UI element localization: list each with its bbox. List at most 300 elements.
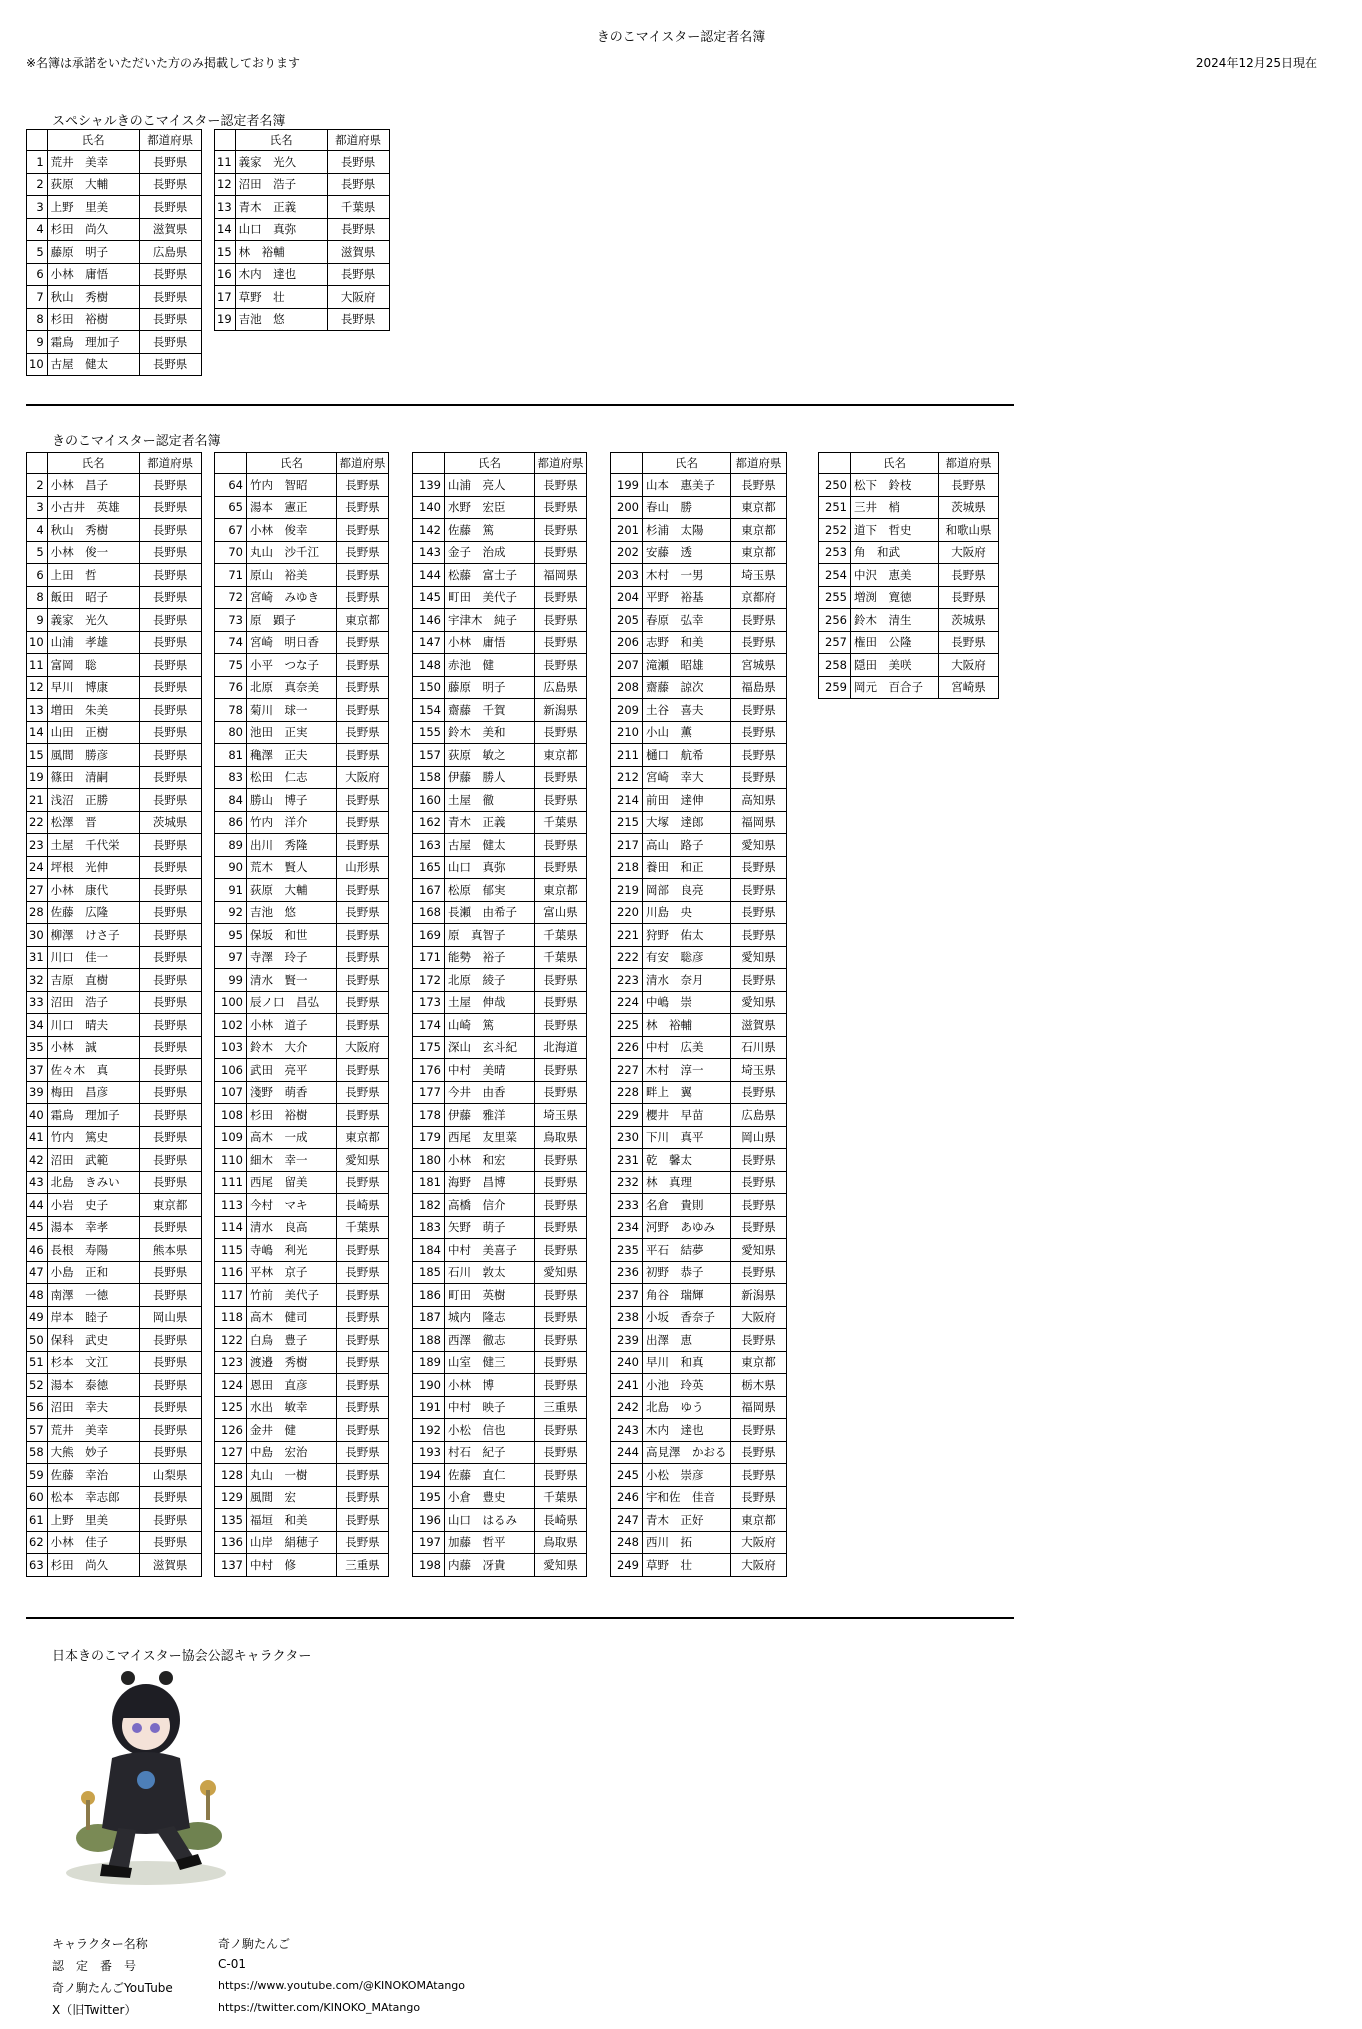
- member-name: 丸山 沙千江: [247, 541, 337, 564]
- member-number: 103: [215, 1036, 247, 1059]
- member-prefecture: 東京都: [731, 519, 787, 542]
- member-prefecture: 岡山県: [139, 1306, 201, 1329]
- member-prefecture: 長野県: [139, 856, 201, 879]
- member-number: 57: [27, 1419, 48, 1442]
- member-number: 212: [611, 766, 643, 789]
- member-name: 松澤 晋: [47, 811, 139, 834]
- table-row: [611, 541, 787, 564]
- table-row: [27, 519, 202, 542]
- member-prefecture: 長野県: [731, 1419, 787, 1442]
- table-row: [27, 218, 202, 241]
- member-number: 210: [611, 721, 643, 744]
- member-number: 114: [215, 1216, 247, 1239]
- member-name: 中村 広美: [643, 1036, 731, 1059]
- member-prefecture: 長野県: [535, 654, 587, 677]
- member-prefecture: 長野県: [139, 1149, 201, 1172]
- member-number: 102: [215, 1014, 247, 1037]
- member-name: 北原 真奈美: [247, 676, 337, 699]
- member-name: 松本 幸志郎: [47, 1486, 139, 1509]
- member-prefecture: 長野県: [337, 519, 389, 542]
- member-name: 増田 朱美: [47, 699, 139, 722]
- header-prefecture: 都道府県: [327, 130, 389, 151]
- table-row: [27, 1149, 202, 1172]
- member-number: 40: [27, 1104, 48, 1127]
- member-prefecture: 長野県: [337, 969, 389, 992]
- table-row: [27, 1014, 202, 1037]
- member-name: 杉田 裕樹: [47, 308, 139, 331]
- member-name: 保科 武史: [47, 1329, 139, 1352]
- table-row: [413, 766, 587, 789]
- member-name: 小池 玲英: [643, 1374, 731, 1397]
- member-name: 寺嶋 利光: [247, 1239, 337, 1262]
- member-prefecture: 宮崎県: [939, 676, 999, 699]
- member-name: 草野 壮: [235, 286, 327, 309]
- table-row: [215, 946, 389, 969]
- member-number: 63: [27, 1554, 48, 1577]
- table-row: [611, 1396, 787, 1419]
- member-prefecture: 長野県: [337, 901, 389, 924]
- member-prefecture: 長野県: [535, 1059, 587, 1082]
- table-row: [27, 1036, 202, 1059]
- member-prefecture: 愛知県: [535, 1554, 587, 1577]
- member-number: 45: [27, 1216, 48, 1239]
- member-name: 佐藤 直仁: [445, 1464, 535, 1487]
- member-name: 古屋 健太: [47, 353, 139, 376]
- member-number: 28: [27, 901, 48, 924]
- member-number: 43: [27, 1171, 48, 1194]
- table-row: [819, 654, 999, 677]
- table-row: [27, 969, 202, 992]
- member-name: 清水 賢一: [247, 969, 337, 992]
- member-number: 230: [611, 1126, 643, 1149]
- character-link[interactable]: https://www.youtube.com/@KINOKOMAtango: [218, 1979, 466, 1992]
- member-number: 173: [413, 991, 445, 1014]
- member-prefecture: 長野県: [535, 474, 587, 497]
- member-name: 大熊 妙子: [47, 1441, 139, 1464]
- member-name: 養田 和正: [643, 856, 731, 879]
- table-row: [215, 1261, 389, 1284]
- table-row: [27, 1306, 202, 1329]
- member-number: 144: [413, 564, 445, 587]
- table-row: [27, 564, 202, 587]
- table-row: [215, 834, 389, 857]
- member-prefecture: 長野県: [139, 1284, 201, 1307]
- member-number: 181: [413, 1171, 445, 1194]
- member-prefecture: 長野県: [139, 766, 201, 789]
- table-row: [215, 564, 389, 587]
- member-prefecture: 長野県: [337, 721, 389, 744]
- member-name: 鈴木 大介: [247, 1036, 337, 1059]
- table-row: [27, 331, 202, 354]
- member-prefecture: 三重県: [337, 1554, 389, 1577]
- member-number: 127: [215, 1441, 247, 1464]
- member-name: 南澤 一徳: [47, 1284, 139, 1307]
- member-prefecture: 長野県: [139, 1351, 201, 1374]
- member-name: 中村 映子: [445, 1396, 535, 1419]
- table-row: [413, 1059, 587, 1082]
- table-row: [215, 474, 389, 497]
- character-link[interactable]: https://twitter.com/KINOKO_MAtango: [218, 2001, 421, 2014]
- member-name: 山田 正樹: [47, 721, 139, 744]
- table-row: [215, 609, 389, 632]
- table-row: [27, 1531, 202, 1554]
- table-row: [611, 586, 787, 609]
- member-number: 5: [27, 541, 48, 564]
- member-prefecture: 千葉県: [535, 811, 587, 834]
- member-prefecture: 長野県: [535, 1329, 587, 1352]
- member-prefecture: 長野県: [139, 1171, 201, 1194]
- member-name: 岸本 睦子: [47, 1306, 139, 1329]
- member-number: 12: [27, 676, 48, 699]
- member-name: 上田 哲: [47, 564, 139, 587]
- table-header-row: [215, 453, 389, 474]
- member-number: 208: [611, 676, 643, 699]
- member-name: 福垣 和美: [247, 1509, 337, 1532]
- member-prefecture: 広島県: [139, 241, 201, 264]
- member-number: 187: [413, 1306, 445, 1329]
- member-name: 青木 正義: [235, 196, 327, 219]
- member-number: 89: [215, 834, 247, 857]
- member-number: 42: [27, 1149, 48, 1172]
- member-prefecture: 長野県: [337, 1059, 389, 1082]
- table-row: [27, 1239, 202, 1262]
- member-number: 8: [27, 308, 48, 331]
- member-name: 隠田 美咲: [851, 654, 939, 677]
- member-number: 167: [413, 879, 445, 902]
- member-number: 189: [413, 1351, 445, 1374]
- member-prefecture: 長野県: [535, 1194, 587, 1217]
- member-name: 湯本 憲正: [247, 496, 337, 519]
- member-prefecture: 長野県: [731, 856, 787, 879]
- member-name: 出澤 恵: [643, 1329, 731, 1352]
- member-number: 171: [413, 946, 445, 969]
- member-number: 184: [413, 1239, 445, 1262]
- member-number: 5: [27, 241, 48, 264]
- page-title: きのこマイスター認定者名簿: [596, 30, 766, 45]
- member-prefecture: 長野県: [731, 744, 787, 767]
- table-row: [215, 263, 390, 286]
- table-row: [27, 541, 202, 564]
- member-number: 10: [27, 631, 48, 654]
- member-prefecture: 山梨県: [139, 1464, 201, 1487]
- member-prefecture: 長野県: [337, 564, 389, 587]
- member-number: 236: [611, 1261, 643, 1284]
- table-row: [27, 1194, 202, 1217]
- header-prefecture: 都道府県: [731, 453, 787, 474]
- member-number: 24: [27, 856, 48, 879]
- member-name: 高橋 信介: [445, 1194, 535, 1217]
- member-number: 92: [215, 901, 247, 924]
- member-name: 齋藤 諒次: [643, 676, 731, 699]
- member-number: 90: [215, 856, 247, 879]
- member-number: 201: [611, 519, 643, 542]
- member-prefecture: 大阪府: [337, 1036, 389, 1059]
- member-number: 165: [413, 856, 445, 879]
- member-number: 3: [27, 196, 48, 219]
- member-prefecture: 福岡県: [731, 1396, 787, 1419]
- table-row: [27, 609, 202, 632]
- table-row: [215, 173, 390, 196]
- member-name: 山浦 孝雄: [47, 631, 139, 654]
- member-name: 林 裕輔: [235, 241, 327, 264]
- member-name: 篠田 清嗣: [47, 766, 139, 789]
- member-number: 111: [215, 1171, 247, 1194]
- table-row: [611, 1014, 787, 1037]
- member-number: 143: [413, 541, 445, 564]
- table-row: [611, 1081, 787, 1104]
- divider: [26, 1617, 1014, 1619]
- member-number: 14: [27, 721, 48, 744]
- table-row: [215, 879, 389, 902]
- member-name: 伊藤 雅洋: [445, 1104, 535, 1127]
- table-row: [413, 541, 587, 564]
- member-number: 16: [215, 263, 236, 286]
- table-row: [215, 1149, 389, 1172]
- member-prefecture: 東京都: [731, 1351, 787, 1374]
- member-prefecture: 長野県: [535, 519, 587, 542]
- member-number: 78: [215, 699, 247, 722]
- header-name: 氏名: [643, 453, 731, 474]
- member-number: 232: [611, 1171, 643, 1194]
- member-prefecture: 長野県: [337, 586, 389, 609]
- member-prefecture: 大阪府: [731, 1531, 787, 1554]
- table-row: [215, 1374, 389, 1397]
- member-name: 沼田 武範: [47, 1149, 139, 1172]
- member-name: 土屋 徹: [445, 789, 535, 812]
- header-name: 氏名: [47, 453, 139, 474]
- character-info-label: 奇ノ駒たんごYouTube: [52, 1981, 173, 1995]
- member-prefecture: 長野県: [139, 1261, 201, 1284]
- table-row: [413, 496, 587, 519]
- member-number: 157: [413, 744, 445, 767]
- table-row: [27, 173, 202, 196]
- member-name: 小倉 豊史: [445, 1486, 535, 1509]
- member-name: 石川 敦太: [445, 1261, 535, 1284]
- table-row: [413, 1329, 587, 1352]
- member-name: 金井 健: [247, 1419, 337, 1442]
- member-number: 115: [215, 1239, 247, 1262]
- member-prefecture: 長野県: [337, 1014, 389, 1037]
- member-name: 小山 薫: [643, 721, 731, 744]
- table-row: [215, 1329, 389, 1352]
- table-row: [611, 676, 787, 699]
- member-prefecture: 長野県: [731, 969, 787, 992]
- member-prefecture: 長野県: [535, 1419, 587, 1442]
- member-prefecture: 大阪府: [939, 541, 999, 564]
- table-row: [27, 811, 202, 834]
- member-name: 藤原 明子: [445, 676, 535, 699]
- member-name: 武田 亮平: [247, 1059, 337, 1082]
- table-row: [413, 1419, 587, 1442]
- table-row: [215, 654, 389, 677]
- member-prefecture: 長野県: [535, 1081, 587, 1104]
- table-row: [611, 834, 787, 857]
- member-prefecture: 長野県: [535, 991, 587, 1014]
- member-name: 高山 路子: [643, 834, 731, 857]
- table-row: [27, 1284, 202, 1307]
- member-number: 72: [215, 586, 247, 609]
- member-prefecture: 長野県: [139, 496, 201, 519]
- member-prefecture: 東京都: [535, 744, 587, 767]
- header-number: [215, 130, 236, 151]
- member-number: 191: [413, 1396, 445, 1419]
- member-name: 小古井 英雄: [47, 496, 139, 519]
- member-prefecture: 長野県: [535, 586, 587, 609]
- table-row: [413, 901, 587, 924]
- member-name: 増渕 寛徳: [851, 586, 939, 609]
- member-name: 中村 美喜子: [445, 1239, 535, 1262]
- member-number: 195: [413, 1486, 445, 1509]
- table-row: [27, 151, 202, 174]
- member-name: 道下 哲史: [851, 519, 939, 542]
- table-row: [27, 789, 202, 812]
- table-row: [215, 1104, 389, 1127]
- member-prefecture: 長野県: [535, 766, 587, 789]
- member-number: 162: [413, 811, 445, 834]
- member-name: 宮崎 みゆき: [247, 586, 337, 609]
- character-illustration: [58, 1668, 234, 1888]
- member-prefecture: 長野県: [535, 969, 587, 992]
- register-table: [610, 452, 787, 1577]
- member-name: 細木 幸一: [247, 1149, 337, 1172]
- member-prefecture: 滋賀県: [139, 218, 201, 241]
- member-prefecture: 長野県: [337, 1351, 389, 1374]
- table-row: [215, 1351, 389, 1374]
- member-name: 安藤 透: [643, 541, 731, 564]
- member-number: 15: [27, 744, 48, 767]
- table-row: [215, 519, 389, 542]
- member-name: 川島 央: [643, 901, 731, 924]
- member-prefecture: 長野県: [139, 834, 201, 857]
- member-prefecture: 愛知県: [731, 946, 787, 969]
- member-name: 能勢 裕子: [445, 946, 535, 969]
- member-prefecture: 長野県: [731, 879, 787, 902]
- member-number: 67: [215, 519, 247, 542]
- member-name: 竹前 美代子: [247, 1284, 337, 1307]
- member-name: 下川 真平: [643, 1126, 731, 1149]
- member-name: 恩田 直彦: [247, 1374, 337, 1397]
- member-prefecture: 新潟県: [731, 1284, 787, 1307]
- member-name: 樋口 航希: [643, 744, 731, 767]
- member-prefecture: 長野県: [337, 1329, 389, 1352]
- member-number: 225: [611, 1014, 643, 1037]
- member-prefecture: 滋賀県: [731, 1014, 787, 1037]
- member-name: 竹内 洋介: [247, 811, 337, 834]
- member-number: 207: [611, 654, 643, 677]
- member-number: 118: [215, 1306, 247, 1329]
- member-name: 丸山 一樹: [247, 1464, 337, 1487]
- table-row: [27, 1509, 202, 1532]
- member-name: 川口 晴夫: [47, 1014, 139, 1037]
- member-name: 柳澤 けさ子: [47, 924, 139, 947]
- member-name: 深山 玄斗紀: [445, 1036, 535, 1059]
- member-name: 山崎 篤: [445, 1014, 535, 1037]
- member-name: 小林 俊幸: [247, 519, 337, 542]
- member-name: 齋藤 千賀: [445, 699, 535, 722]
- table-row: [413, 1396, 587, 1419]
- member-prefecture: 長野県: [139, 721, 201, 744]
- member-prefecture: 東京都: [731, 541, 787, 564]
- character-info-value: C-01: [218, 1957, 246, 1971]
- table-row: [27, 676, 202, 699]
- member-prefecture: 長野県: [337, 1284, 389, 1307]
- member-number: 33: [27, 991, 48, 1014]
- member-prefecture: 長野県: [337, 1081, 389, 1104]
- member-number: 100: [215, 991, 247, 1014]
- character-section-title: 日本きのこマイスター協会公認キャラクター: [52, 1649, 312, 1664]
- member-name: 小坂 香奈子: [643, 1306, 731, 1329]
- member-name: 秋山 秀樹: [47, 519, 139, 542]
- member-number: 12: [215, 173, 236, 196]
- table-row: [215, 1216, 389, 1239]
- table-row: [27, 879, 202, 902]
- member-number: 246: [611, 1486, 643, 1509]
- member-name: 鈴木 美和: [445, 721, 535, 744]
- table-row: [27, 1486, 202, 1509]
- member-prefecture: 長野県: [337, 1104, 389, 1127]
- member-name: 小岩 史子: [47, 1194, 139, 1217]
- member-name: 林 裕輔: [643, 1014, 731, 1037]
- member-name: 荒木 賢人: [247, 856, 337, 879]
- member-prefecture: 長野県: [535, 1239, 587, 1262]
- member-prefecture: 千葉県: [337, 1216, 389, 1239]
- member-prefecture: 東京都: [337, 609, 389, 632]
- member-name: 平石 結夢: [643, 1239, 731, 1262]
- table-row: [27, 1396, 202, 1419]
- table-row: [215, 1194, 389, 1217]
- member-number: 70: [215, 541, 247, 564]
- member-name: 寺澤 玲子: [247, 946, 337, 969]
- table-row: [819, 496, 999, 519]
- member-number: 117: [215, 1284, 247, 1307]
- member-prefecture: 大阪府: [939, 654, 999, 677]
- member-name: 北島 きみい: [47, 1171, 139, 1194]
- member-number: 251: [819, 496, 851, 519]
- member-name: 乾 馨太: [643, 1149, 731, 1172]
- member-prefecture: 長野県: [139, 1396, 201, 1419]
- member-prefecture: 鳥取県: [535, 1531, 587, 1554]
- member-prefecture: 長野県: [337, 834, 389, 857]
- member-prefecture: 長野県: [731, 1441, 787, 1464]
- member-number: 27: [27, 879, 48, 902]
- member-number: 106: [215, 1059, 247, 1082]
- member-name: 勝山 博子: [247, 789, 337, 812]
- member-prefecture: 富山県: [535, 901, 587, 924]
- table-row: [215, 1509, 389, 1532]
- register-table: [26, 129, 202, 376]
- member-prefecture: 埼玉県: [535, 1104, 587, 1127]
- member-number: 223: [611, 969, 643, 992]
- member-prefecture: 長野県: [139, 331, 201, 354]
- member-name: 藤原 明子: [47, 241, 139, 264]
- member-number: 35: [27, 1036, 48, 1059]
- member-prefecture: 長野県: [535, 1441, 587, 1464]
- member-prefecture: 長野県: [139, 263, 201, 286]
- member-name: 白鳥 豊子: [247, 1329, 337, 1352]
- table-row: [611, 766, 787, 789]
- member-prefecture: 長野県: [535, 721, 587, 744]
- member-prefecture: 長野県: [139, 353, 201, 376]
- member-name: 木村 淳一: [643, 1059, 731, 1082]
- table-row: [27, 654, 202, 677]
- table-row: [215, 1464, 389, 1487]
- member-number: 197: [413, 1531, 445, 1554]
- table-row: [413, 631, 587, 654]
- member-prefecture: 埼玉県: [731, 1059, 787, 1082]
- member-number: 160: [413, 789, 445, 812]
- member-number: 135: [215, 1509, 247, 1532]
- member-number: 110: [215, 1149, 247, 1172]
